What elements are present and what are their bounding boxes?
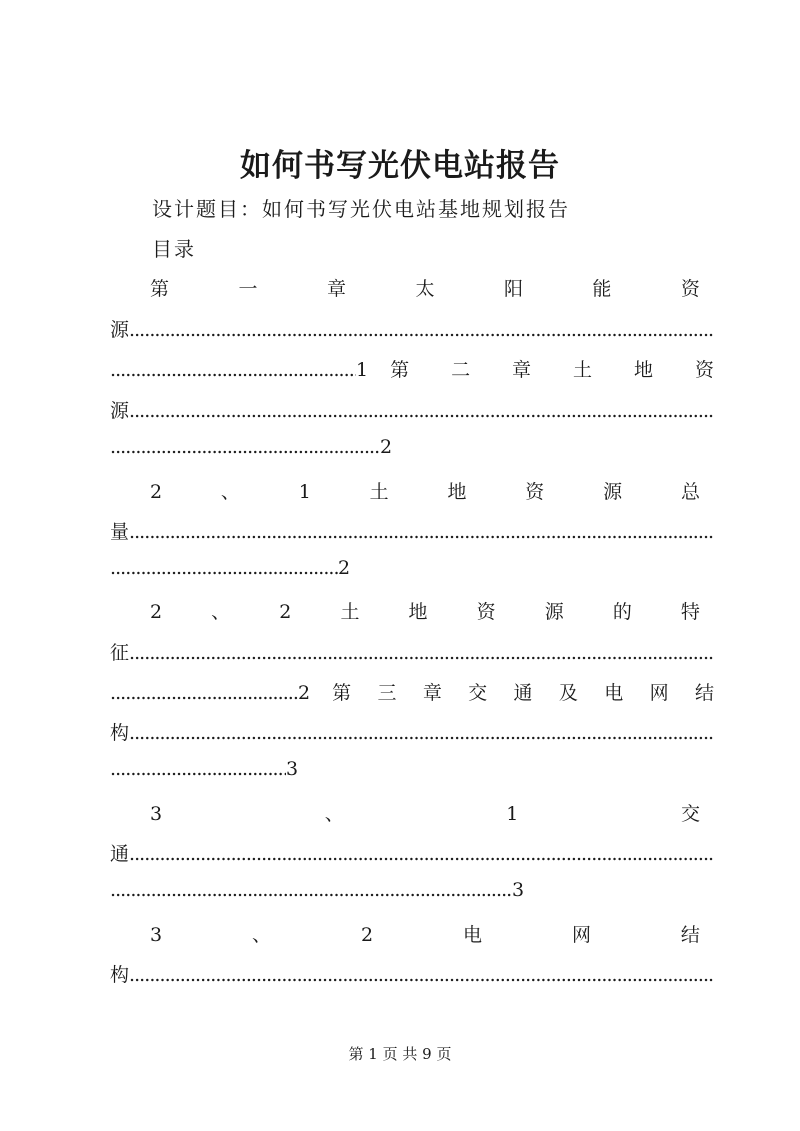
toc-char: 地 (408, 601, 428, 623)
toc-entry-chapter-2-page (110, 436, 714, 466)
toc-char: 结 (680, 924, 700, 946)
toc-char: 电 (604, 682, 624, 704)
toc-entry-2-2-text (150, 597, 700, 627)
toc-char: 通 (513, 682, 533, 704)
toc-entry-chapter-3-page (110, 758, 714, 788)
dot-leader (110, 758, 286, 780)
toc-char: 的 (612, 601, 632, 623)
toc-page-number: 2 (338, 557, 351, 579)
dot-leader (129, 319, 714, 341)
toc-char: 资 (680, 278, 700, 300)
toc-char: 资 (525, 481, 545, 503)
toc-char: 源 (110, 319, 130, 341)
dot-leader (110, 359, 356, 381)
toc-char: 源 (110, 400, 130, 422)
toc-entry-3-1-page (110, 879, 714, 909)
toc-char: 、 (252, 924, 272, 946)
toc-char: 3 (150, 803, 163, 825)
toc-char: 网 (649, 682, 669, 704)
toc-char: 通 (110, 843, 130, 865)
toc-char: 构 (110, 964, 130, 986)
dot-leader (110, 682, 298, 704)
toc-entry-chapter-2-text (110, 355, 714, 385)
toc-char: 土 (369, 481, 389, 503)
toc-char: 一 (238, 278, 258, 300)
toc-char: 构 (110, 722, 130, 744)
toc-char: 及 (558, 682, 578, 704)
toc-char: 、 (324, 803, 344, 825)
toc-entry-2-1-leader (110, 517, 714, 547)
toc-char: 、 (211, 601, 231, 623)
dot-leader (129, 722, 714, 744)
toc-char: 3 (150, 924, 163, 946)
dot-leader (110, 879, 512, 901)
toc-entry-chapter-3-text (110, 678, 714, 708)
toc-char: 土 (340, 601, 360, 623)
toc-char: 交 (680, 803, 700, 825)
toc-char: 2 (279, 601, 292, 623)
toc-char: 2 (360, 924, 374, 946)
toc-page-number: 1 (356, 359, 369, 381)
toc-char: 、 (220, 481, 240, 503)
toc-char: 三 (377, 682, 397, 704)
dot-leader (129, 400, 714, 422)
toc-page-number: 2 (298, 682, 311, 704)
toc-char: 章 (326, 278, 346, 300)
toc-char: 2 (150, 601, 163, 623)
toc-char: 二 (451, 359, 471, 381)
toc-char: 源 (603, 481, 623, 503)
toc-char: 太 (415, 278, 435, 300)
toc-entry-2-1-page (110, 557, 714, 587)
toc-entry-chapter-1-text (150, 274, 700, 304)
toc-heading: 目录 (152, 237, 196, 261)
toc-char: 总 (680, 481, 700, 503)
document-title: 如何书写光伏电站报告 (240, 148, 560, 184)
toc-char: 2 (150, 481, 163, 503)
toc-page-number: 2 (380, 436, 393, 458)
toc-char: 第 (332, 682, 352, 704)
dot-leader (129, 521, 714, 543)
toc-char: 特 (680, 601, 700, 623)
toc-char: 地 (447, 481, 467, 503)
dot-leader (110, 436, 380, 458)
toc-char: 第 (390, 359, 410, 381)
dot-leader (129, 964, 714, 986)
toc-entry-2-1-text (150, 477, 700, 507)
subject-line: 设计题目：如何书写光伏电站基地规划报告 (152, 197, 570, 221)
toc-entry-chapter-2-leader (110, 396, 714, 426)
toc-char: 第 (150, 278, 170, 300)
toc-entry-3-1-text (150, 799, 700, 829)
toc-entry-chapter-3-leader (110, 718, 714, 748)
toc-entry-3-2-leader (110, 960, 714, 990)
toc-char: 征 (110, 642, 130, 664)
toc-char: 阳 (503, 278, 523, 300)
toc-entry-chapter-1-leader (110, 315, 714, 345)
toc-char: 网 (571, 924, 591, 946)
toc-char: 章 (512, 359, 532, 381)
toc-entry-3-1-leader (110, 839, 714, 869)
dot-leader (129, 642, 714, 664)
toc-entry-3-2-text (150, 920, 700, 950)
toc-char: 量 (110, 521, 130, 543)
dot-leader (110, 557, 338, 579)
toc-page-number: 3 (286, 758, 299, 780)
toc-char: 资 (694, 359, 714, 381)
toc-char: 电 (463, 924, 483, 946)
toc-char: 章 (422, 682, 442, 704)
toc-page-number: 3 (512, 879, 525, 901)
page-footer: 第 1 页 共 9 页 (348, 1045, 452, 1063)
toc-char: 地 (633, 359, 653, 381)
toc-entry-2-2-leader (110, 638, 714, 668)
toc-char: 结 (694, 682, 714, 704)
toc-char: 1 (298, 481, 311, 503)
toc-char: 1 (506, 803, 519, 825)
toc-char: 资 (476, 601, 496, 623)
toc-char: 源 (544, 601, 564, 623)
toc-char: 土 (573, 359, 593, 381)
dot-leader (129, 843, 714, 865)
toc-char: 能 (592, 278, 612, 300)
toc-char: 交 (468, 682, 488, 704)
